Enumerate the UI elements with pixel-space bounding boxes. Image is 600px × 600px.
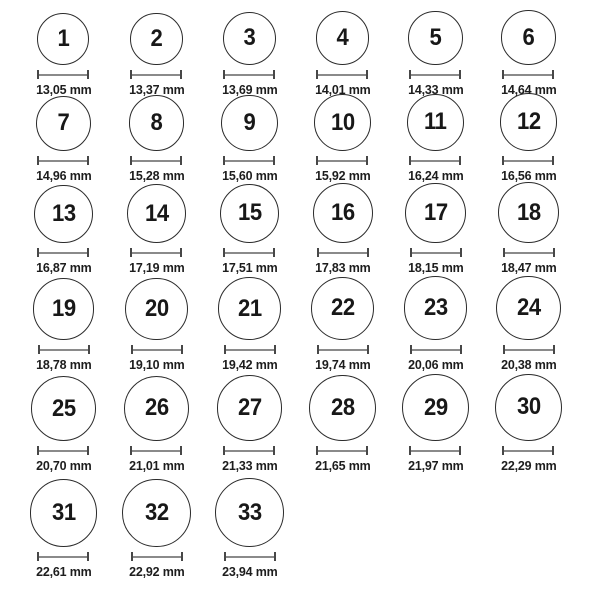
diameter-ruler (316, 156, 368, 165)
diameter-label: 22,92 mm (128, 564, 185, 579)
ring-size-item (31, 376, 96, 473)
diameter-ruler (316, 70, 368, 79)
ring-circle (314, 94, 371, 151)
diameter-ruler (38, 345, 90, 354)
ring-size-item (34, 185, 92, 275)
ruler-line (133, 556, 181, 558)
diameter-label: 13,37 mm (128, 82, 185, 97)
ruler-line (39, 556, 87, 558)
ring-size-number: 26 (144, 394, 169, 422)
ruler-line (225, 74, 273, 76)
diameter-ruler (131, 552, 183, 561)
ruler-line (40, 349, 88, 351)
ring-circle (37, 13, 89, 65)
ring-size-number: 12 (516, 108, 541, 136)
diameter-label: 17,51 mm (221, 260, 278, 275)
ring-circle (498, 182, 559, 243)
ring-circle (36, 96, 91, 151)
ring-size-number: 13 (51, 199, 76, 227)
ring-circle (217, 375, 283, 441)
ring-size-item (405, 183, 466, 276)
ring-circle (218, 277, 281, 340)
ring-circle (125, 278, 187, 340)
diameter-ruler (317, 345, 369, 354)
ring-size-number: 19 (51, 295, 76, 323)
ruler-line (39, 450, 87, 452)
diameter-ruler (224, 345, 276, 354)
diameter-ruler (223, 446, 275, 455)
diameter-ruler (223, 156, 275, 165)
diameter-ruler (37, 552, 89, 561)
ring-size-number: 28 (330, 393, 355, 421)
diameter-label: 13,69 mm (221, 82, 278, 97)
ring-size-item (313, 183, 373, 275)
ring-size-number: 5 (429, 23, 442, 51)
ring-size-number: 30 (516, 393, 541, 421)
diameter-ruler (37, 248, 89, 257)
diameter-ruler (317, 248, 369, 257)
diameter-label: 14,01 mm (314, 82, 371, 97)
ring-size-item (35, 96, 93, 183)
diameter-label: 20,70 mm (35, 458, 92, 473)
diameter-ruler (130, 446, 182, 455)
ring-circle (130, 13, 183, 66)
ring-size-number: 27 (237, 394, 262, 422)
diameter-label: 14,64 mm (500, 82, 557, 97)
ring-size-item (218, 277, 281, 372)
diameter-label: 13,05 mm (35, 82, 92, 97)
ruler-line (504, 450, 552, 452)
ring-size-item (221, 12, 279, 97)
diameter-label: 21,97 mm (407, 458, 464, 473)
ring-circle (122, 479, 191, 548)
ruler-line (225, 160, 273, 162)
ring-size-item (217, 375, 283, 473)
ring-size-number: 3 (243, 24, 256, 52)
ruler-line (226, 556, 274, 558)
ruler-line (132, 252, 180, 254)
ring-circle (124, 376, 189, 441)
ring-circle (496, 276, 560, 340)
ruler-line (319, 349, 367, 351)
ruler-line (132, 74, 180, 76)
diameter-ruler (130, 70, 182, 79)
ring-size-number: 11 (424, 108, 447, 136)
ring-size-item (500, 10, 558, 97)
ring-size-number: 25 (51, 394, 76, 422)
diameter-ruler (37, 446, 89, 455)
ring-size-number: 31 (51, 499, 76, 527)
ring-size-item (35, 13, 93, 97)
diameter-label: 21,01 mm (128, 458, 185, 473)
diameter-ruler (503, 345, 555, 354)
ruler-line (133, 349, 181, 351)
ring-size-item (498, 182, 559, 275)
ring-size-number: 2 (150, 24, 163, 52)
ring-size-number: 33 (237, 498, 262, 526)
ring-circle (223, 12, 276, 65)
ruler-line (318, 450, 366, 452)
diameter-label: 17,19 mm (128, 260, 185, 275)
ring-circle (405, 183, 466, 244)
ruler-line (505, 252, 553, 254)
ring-circle (501, 10, 556, 65)
ring-size-number: 18 (516, 198, 541, 226)
ring-size-item (314, 11, 372, 97)
ruler-line (318, 74, 366, 76)
diameter-label: 20,06 mm (407, 357, 464, 372)
ring-circle (407, 94, 464, 151)
ring-size-item (128, 13, 186, 98)
ruler-line (412, 252, 460, 254)
ring-circle (311, 277, 374, 340)
ring-size-item (125, 278, 187, 372)
ruler-line (225, 450, 273, 452)
ring-size-item (402, 374, 469, 473)
diameter-label: 14,96 mm (35, 168, 92, 183)
ring-size-item (128, 95, 186, 183)
ring-circle (495, 374, 562, 441)
ring-size-number: 6 (522, 23, 535, 51)
ring-size-number: 16 (330, 199, 355, 226)
ring-size-number: 24 (516, 293, 541, 321)
diameter-label: 21,33 mm (221, 458, 278, 473)
ruler-line (132, 450, 180, 452)
ring-size-number: 9 (243, 108, 256, 136)
ring-size-number: 8 (150, 109, 163, 137)
ring-size-number: 15 (237, 199, 262, 227)
diameter-ruler (223, 248, 275, 257)
ruler-line (504, 160, 552, 162)
ring-size-item (407, 11, 465, 97)
diameter-ruler (37, 156, 89, 165)
diameter-label: 19,42 mm (221, 357, 278, 372)
diameter-ruler (410, 345, 462, 354)
ring-size-number: 17 (423, 198, 448, 226)
ring-size-item (215, 478, 284, 579)
ring-size-number: 4 (336, 24, 349, 52)
diameter-label: 18,15 mm (407, 260, 464, 275)
ring-size-number: 1 (57, 25, 70, 52)
ruler-line (505, 349, 553, 351)
ring-circle (127, 184, 186, 243)
ruler-line (132, 160, 180, 162)
diameter-ruler (502, 446, 554, 455)
diameter-label: 19,10 mm (128, 357, 185, 372)
ring-size-chart-grid (17, 0, 600, 579)
ring-circle (31, 376, 96, 441)
diameter-label: 16,24 mm (407, 168, 464, 183)
diameter-ruler (37, 70, 89, 79)
ruler-line (411, 450, 459, 452)
ring-size-item (500, 93, 558, 183)
ring-size-number: 20 (144, 294, 169, 322)
diameter-label: 21,65 mm (314, 458, 371, 473)
diameter-label: 18,47 mm (500, 260, 557, 275)
ruler-line (411, 160, 459, 162)
ring-circle (309, 375, 375, 441)
diameter-label: 16,56 mm (500, 168, 557, 183)
diameter-label: 15,92 mm (314, 168, 371, 183)
diameter-label: 16,87 mm (35, 260, 92, 275)
ring-size-item (407, 94, 465, 183)
ring-circle (129, 95, 185, 151)
ring-circle (215, 478, 284, 547)
diameter-ruler (502, 156, 554, 165)
ring-size-number: 7 (57, 109, 70, 137)
diameter-ruler (131, 345, 183, 354)
diameter-ruler (223, 70, 275, 79)
ring-size-number: 14 (144, 199, 169, 227)
ring-size-number: 21 (237, 294, 262, 322)
ruler-line (39, 74, 87, 76)
ring-size-item (309, 375, 375, 473)
ring-circle (316, 11, 370, 65)
diameter-label: 18,78 mm (35, 357, 92, 372)
ruler-line (226, 349, 274, 351)
ruler-line (504, 74, 552, 76)
ring-circle (34, 185, 92, 243)
ring-size-item (220, 184, 279, 275)
ring-size-item (314, 94, 372, 183)
ring-size-item (122, 479, 191, 580)
ring-circle (313, 183, 373, 243)
ring-circle (500, 93, 558, 151)
diameter-label: 19,74 mm (314, 357, 371, 372)
ring-size-item (404, 276, 468, 372)
ruler-line (318, 160, 366, 162)
ring-size-item (30, 479, 98, 579)
ruler-line (319, 252, 367, 254)
diameter-label: 15,28 mm (128, 168, 185, 183)
ring-circle (402, 374, 469, 441)
ring-size-number: 23 (423, 294, 448, 322)
ring-size-item (496, 276, 560, 372)
diameter-label: 15,60 mm (221, 168, 278, 183)
diameter-ruler (409, 70, 461, 79)
ring-size-item (33, 278, 95, 372)
ring-size-number: 32 (144, 498, 169, 526)
ring-circle (220, 184, 279, 243)
diameter-ruler (502, 70, 554, 79)
diameter-label: 20,38 mm (500, 357, 557, 372)
diameter-label: 22,61 mm (35, 564, 92, 579)
ring-size-item (124, 376, 189, 473)
diameter-ruler (409, 156, 461, 165)
diameter-ruler (410, 248, 462, 257)
diameter-ruler (224, 552, 276, 561)
ruler-line (39, 160, 87, 162)
ruler-line (39, 252, 87, 254)
ruler-line (412, 349, 460, 351)
ring-size-number: 29 (423, 393, 448, 421)
diameter-ruler (316, 446, 368, 455)
ring-size-number: 22 (330, 294, 355, 322)
ruler-line (411, 74, 459, 76)
ring-size-item (495, 374, 562, 473)
ring-circle (404, 276, 468, 340)
diameter-label: 14,33 mm (407, 82, 464, 97)
ring-size-item (311, 277, 374, 372)
diameter-ruler (130, 248, 182, 257)
ring-size-item (127, 184, 186, 275)
ring-size-number: 10 (330, 108, 355, 136)
ring-circle (408, 11, 462, 65)
diameter-label: 23,94 mm (221, 564, 278, 579)
diameter-label: 17,83 mm (314, 260, 371, 275)
diameter-ruler (409, 446, 461, 455)
diameter-ruler (130, 156, 182, 165)
diameter-ruler (503, 248, 555, 257)
ruler-line (225, 252, 273, 254)
ring-circle (33, 278, 95, 340)
ring-size-item (221, 95, 279, 183)
ring-circle (221, 95, 277, 151)
diameter-label: 22,29 mm (500, 458, 557, 473)
ring-circle (30, 479, 98, 547)
